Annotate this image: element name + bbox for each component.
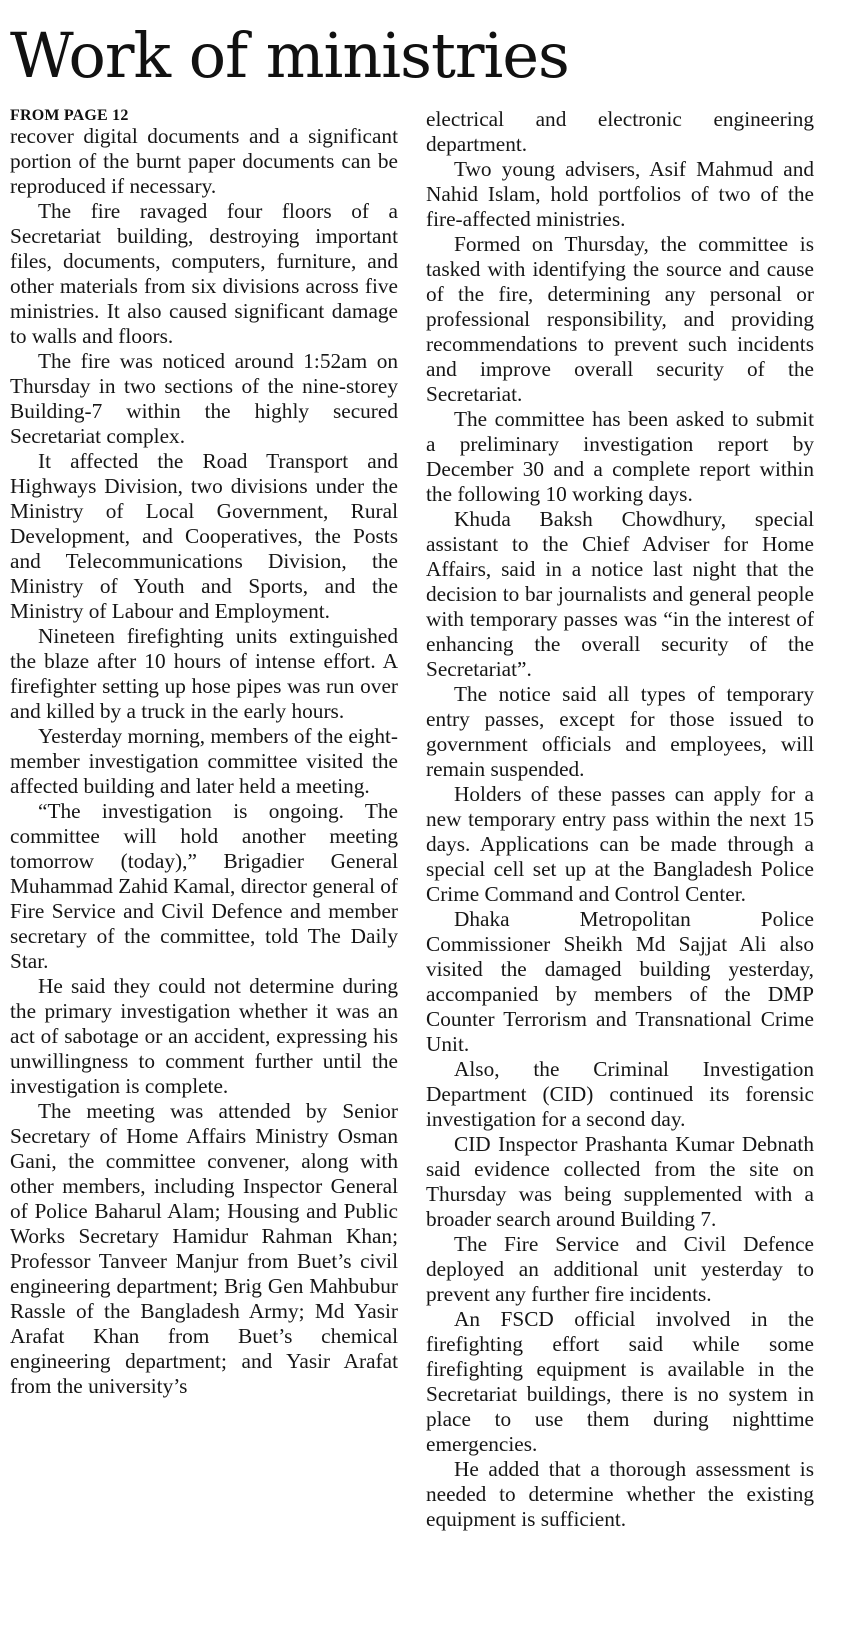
article-column-right: [426, 107, 814, 1532]
headline: Work of ministries: [10, 19, 569, 92]
article-paragraph: He added that a thorough assessment is needed to determine whether the existing equipment is sufficient.: [426, 1457, 814, 1531]
article-paragraph: Khuda Baksh Chowdhury, special assistant to the Chief Adviser for Home Affairs, said in a notice last night that the decision to bar journalists and general people with temporary passes was “in the interest of enhancing the overall security of the Secretariat”.: [426, 507, 814, 681]
article-column-left: [10, 107, 398, 1399]
article-paragraph: It affected the Road Transport and Highways Division, two divisions under the Ministry of Local Government, Rural Development, and Cooperatives, the Posts and Telecommunications Division, the Ministry of Youth and Sports, and the Ministry of Labour and Employment.: [10, 449, 398, 623]
article-paragraph: The Fire Service and Civil Defence deployed an additional unit yesterday to prevent any further fire incidents.: [426, 1232, 814, 1306]
article-paragraph: “The investigation is ongoing. The committee will hold another meeting tomorrow (today),” Brigadier General Muhammad Zahid Kamal, director general of Fire Service and Civil Defence and member secretary of the committee, told The Daily Star.: [10, 799, 398, 973]
article-paragraph: The fire was noticed around 1:52am on Thursday in two sections of the nine-storey Building-7 within the highly secured Secretariat complex.: [10, 349, 398, 448]
article-paragraph: Holders of these passes can apply for a new temporary entry pass within the next 15 days. Applications can be made through a special cell set up at the Bangladesh Police Crime Command and Control Center.: [426, 782, 814, 906]
article-paragraph: Nineteen firefighting units extinguished the blaze after 10 hours of intense effort. A firefighter setting up hose pipes was run over and killed by a truck in the early hours.: [10, 624, 398, 723]
article-paragraph: Also, the Criminal Investigation Department (CID) continued its forensic investigation for a second day.: [426, 1057, 814, 1131]
article-paragraph: An FSCD official involved in the firefighting effort said while some firefighting equipment is available in the Secretariat buildings, there is no system in place to use them during nighttime emergencies.: [426, 1307, 814, 1456]
article-paragraph: The committee has been asked to submit a preliminary investigation report by December 30 and a complete report within the following 10 working days.: [426, 407, 814, 506]
article-paragraph: He said they could not determine during the primary investigation whether it was an act of sabotage or an accident, expressing his unwillingness to comment further until the investigation is complete.: [10, 974, 398, 1098]
article-paragraph: The meeting was attended by Senior Secretary of Home Affairs Ministry Osman Gani, the committee convener, along with other members, including Inspector General of Police Baharul Alam; Housing and Public Works Secretary Hamidur Rahman Khan; Professor Tanveer Manjur from Buet’s civil engineering department; Brig Gen Mahbubur Rassle of the Bangladesh Army; Md Yasir Arafat Khan from Buet’s chemical engineering department; and Yasir Arafat from the university’s: [10, 1099, 398, 1398]
dateline: FROM PAGE 12: [10, 107, 129, 124]
article-paragraph: Dhaka Metropolitan Police Commissioner Sheikh Md Sajjat Ali also visited the damaged building yesterday, accompanied by members of the DMP Counter Terrorism and Transnational Crime Unit.: [426, 907, 814, 1056]
article-paragraph: Two young advisers, Asif Mahmud and Nahid Islam, hold portfolios of two of the fire-affected ministries.: [426, 157, 814, 231]
article-paragraph: electrical and electronic engineering department.: [426, 107, 814, 156]
article-paragraph: CID Inspector Prashanta Kumar Debnath said evidence collected from the site on Thursday was being supplemented with a broader search around Building 7.: [426, 1132, 814, 1231]
article-paragraph: Formed on Thursday, the committee is tasked with identifying the source and cause of the fire, determining any personal or professional responsibility, and providing recommendations to prevent such incidents and improve overall security of the Secretariat.: [426, 232, 814, 406]
article-paragraph: The fire ravaged four floors of a Secretariat building, destroying important files, documents, computers, furniture, and other materials from six divisions across five ministries. It also caused significant damage to walls and floors.: [10, 199, 398, 348]
article-paragraph: The notice said all types of temporary entry passes, except for those issued to government officials and employees, will remain suspended.: [426, 682, 814, 781]
article-paragraph: Yesterday morning, members of the eight-member investigation committee visited the affected building and later held a meeting.: [10, 724, 398, 798]
article-paragraph: recover digital documents and a significant portion of the burnt paper documents can be reproduced if necessary.: [10, 124, 398, 198]
